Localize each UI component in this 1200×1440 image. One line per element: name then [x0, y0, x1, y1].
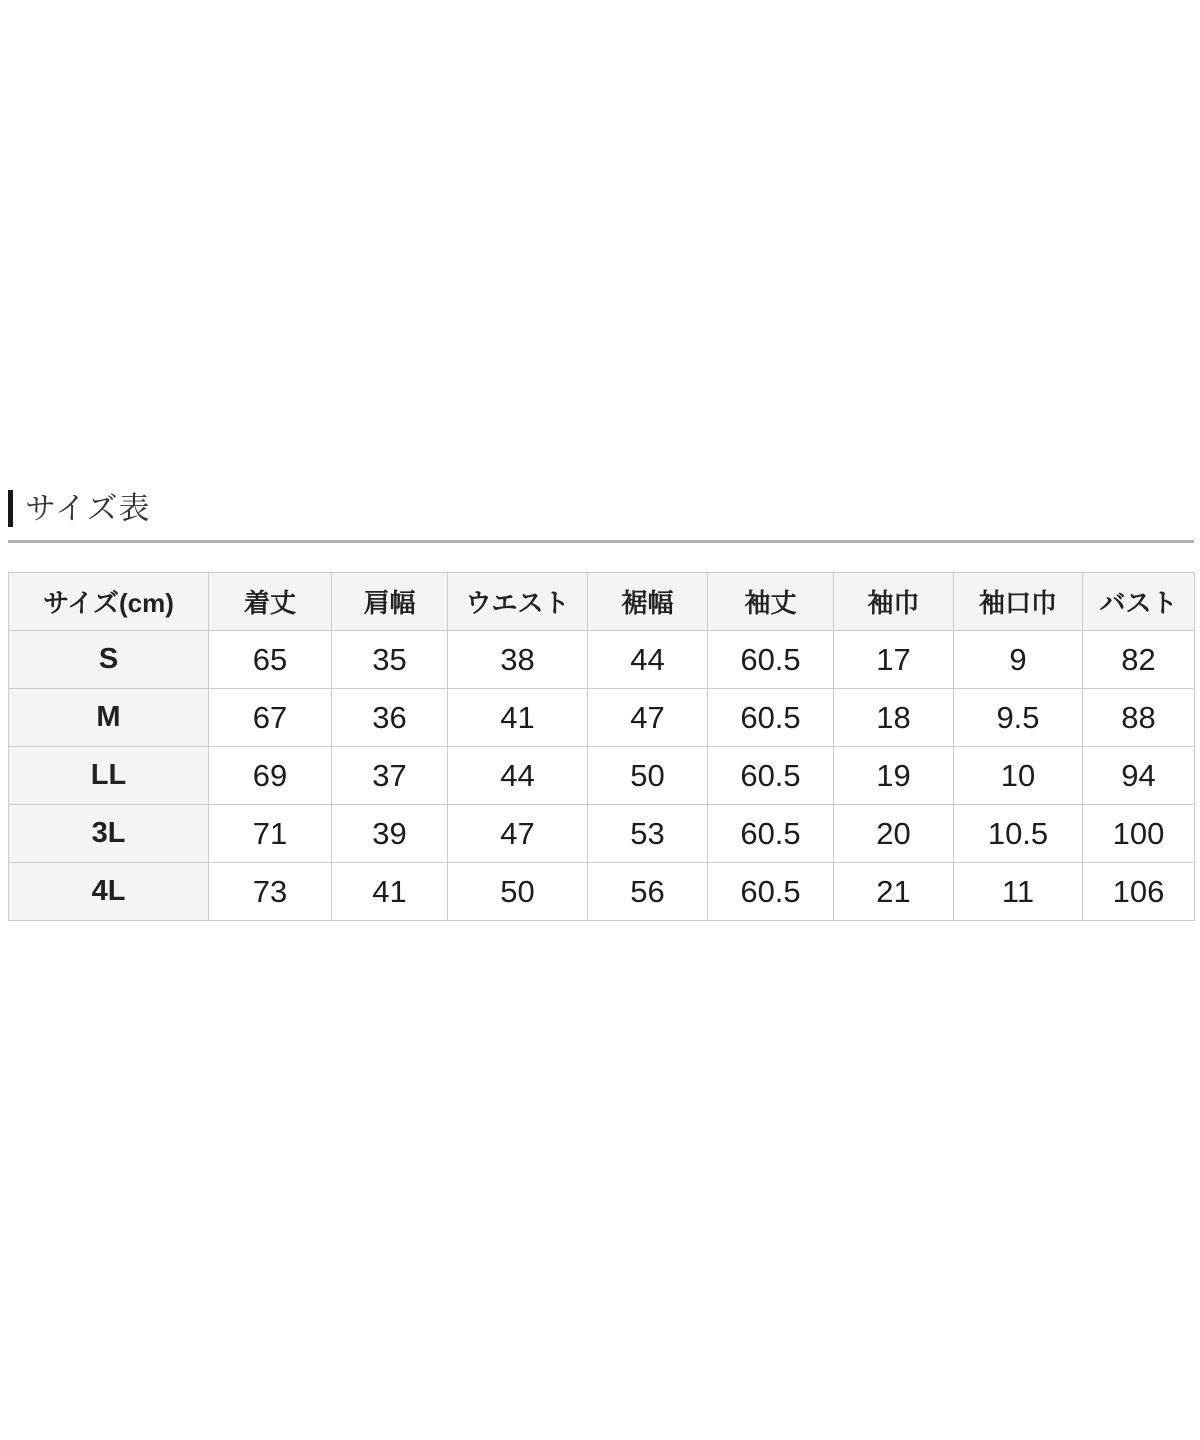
size-table-cell: 94: [1083, 747, 1195, 805]
size-table-cell: 60.5: [708, 863, 834, 921]
size-table-cell: 47: [448, 805, 588, 863]
size-table-row: [9, 689, 1195, 747]
size-table-cell: 41: [332, 863, 448, 921]
size-table-cell: 47: [588, 689, 708, 747]
size-table-row: [9, 747, 1195, 805]
header-cell-body-length: 着丈: [209, 573, 332, 631]
size-table-cell: 88: [1083, 689, 1195, 747]
header-cell-shoulder-width: 肩幅: [332, 573, 448, 631]
size-table-cell: 60.5: [708, 805, 834, 863]
size-table-cell: 35: [332, 631, 448, 689]
size-table-cell: 36: [332, 689, 448, 747]
size-table-cell: 21: [834, 863, 954, 921]
size-table-row: [9, 805, 1195, 863]
header-cell-hem-width: 裾幅: [588, 573, 708, 631]
size-table-cell: 71: [209, 805, 332, 863]
size-table-cell: 37: [332, 747, 448, 805]
size-table-cell: 60.5: [708, 747, 834, 805]
section-header: [8, 487, 1194, 529]
header-cell-sleeve-width: 袖巾: [834, 573, 954, 631]
size-table-cell: 50: [448, 863, 588, 921]
header-cell-sleeve-length: 袖丈: [708, 573, 834, 631]
size-table-cell: 53: [588, 805, 708, 863]
size-table-cell: 67: [209, 689, 332, 747]
section-title: サイズ表: [25, 490, 151, 526]
header-cell-cuff-width: 袖口巾: [954, 573, 1083, 631]
size-table-cell: 100: [1083, 805, 1195, 863]
header-cell-size: サイズ(cm): [9, 573, 209, 631]
size-table-row: [9, 863, 1195, 921]
size-table-cell: 20: [834, 805, 954, 863]
title-accent-bar: [8, 490, 13, 527]
size-table-cell: 10.5: [954, 805, 1083, 863]
size-table-cell: 56: [588, 863, 708, 921]
header-cell-waist: ウエスト: [448, 573, 588, 631]
size-table-header-row: [9, 573, 1195, 631]
size-table-cell: 39: [332, 805, 448, 863]
size-table-cell: 10: [954, 747, 1083, 805]
size-table-cell: 65: [209, 631, 332, 689]
size-table-cell: 11: [954, 863, 1083, 921]
header-cell-bust: バスト: [1083, 573, 1195, 631]
size-table-cell: 41: [448, 689, 588, 747]
size-table-cell: 106: [1083, 863, 1195, 921]
size-table-cell: 73: [209, 863, 332, 921]
size-row-label: M: [9, 689, 209, 747]
size-table-cell: 60.5: [708, 631, 834, 689]
size-chart-section: [8, 487, 1194, 921]
size-table-cell: 60.5: [708, 689, 834, 747]
size-row-label: LL: [9, 747, 209, 805]
title-divider: [8, 540, 1194, 543]
size-table-cell: 9: [954, 631, 1083, 689]
size-table-cell: 18: [834, 689, 954, 747]
size-table-cell: 82: [1083, 631, 1195, 689]
size-table-row: [9, 631, 1195, 689]
size-row-label: 4L: [9, 863, 209, 921]
size-table-cell: 38: [448, 631, 588, 689]
size-table-cell: 50: [588, 747, 708, 805]
size-table: [8, 572, 1195, 921]
size-table-cell: 69: [209, 747, 332, 805]
size-table-cell: 9.5: [954, 689, 1083, 747]
size-row-label: 3L: [9, 805, 209, 863]
size-table-cell: 44: [588, 631, 708, 689]
size-table-cell: 19: [834, 747, 954, 805]
size-table-cell: 44: [448, 747, 588, 805]
size-table-cell: 17: [834, 631, 954, 689]
size-row-label: S: [9, 631, 209, 689]
